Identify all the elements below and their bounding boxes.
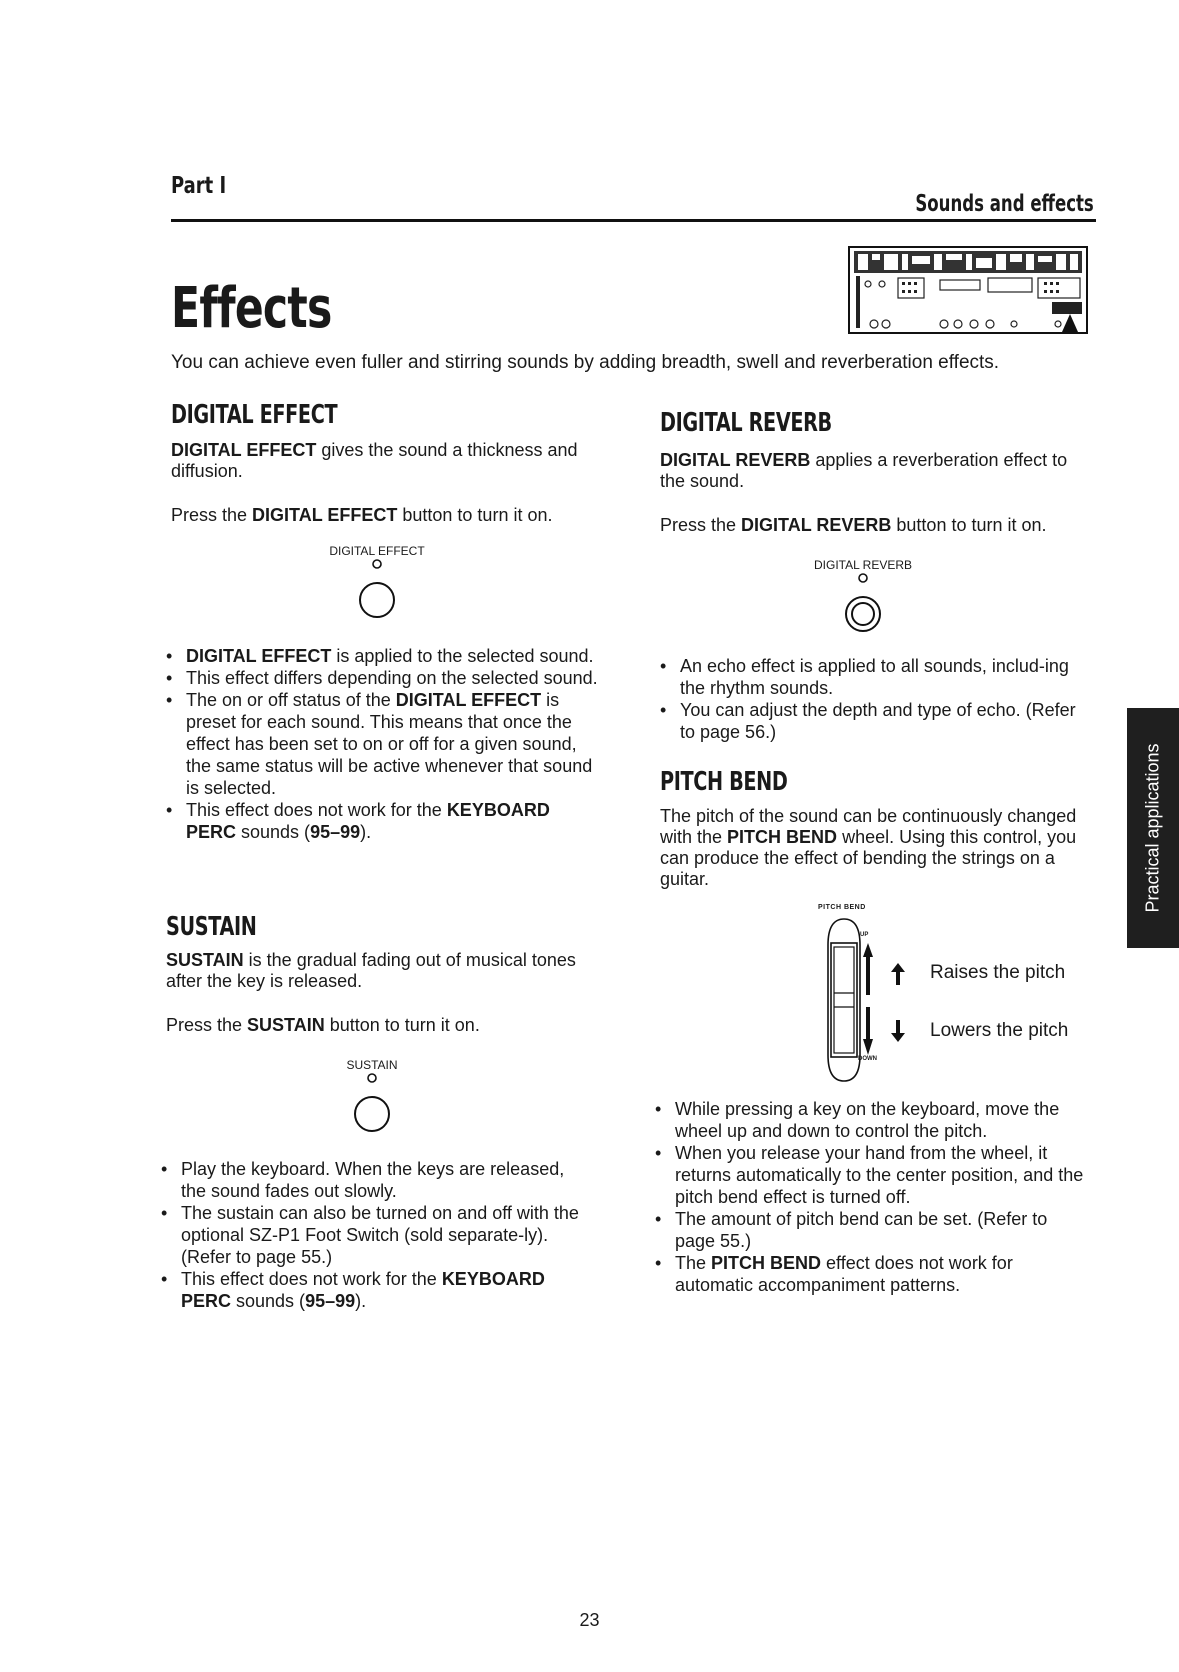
list-item: • An echo effect is applied to all sounds, includ-ing the rhythm sounds. xyxy=(660,655,1092,699)
list-item: • The on or off status of the DIGITAL EFFECT is preset for each sound. This means that once the effect has been set to on or off for a given sound, the same status will be active whenever that sound is selected. xyxy=(166,689,598,799)
digital-reverb-button[interactable] xyxy=(843,572,883,634)
pitch-bend-heading: PITCH BEND xyxy=(660,767,788,797)
digital-effect-instruction: Press the DIGITAL EFFECT button to turn it on. xyxy=(171,505,553,525)
section-label: Sounds and effects xyxy=(915,191,1094,217)
sustain-heading: SUSTAIN xyxy=(166,912,257,942)
digital-reverb-button-label: DIGITAL REVERB xyxy=(813,558,913,572)
lower-arrow-icon xyxy=(890,1019,906,1043)
digital-effect-bullets xyxy=(166,645,598,843)
intro-text: You can achieve even fuller and stirring sounds by adding breadth, swell and reverberation effects. xyxy=(171,352,1000,373)
part-label: Part I xyxy=(171,173,227,199)
digital-effect-description: DIGITAL EFFECT gives the sound a thickness and diffusion. xyxy=(171,440,578,481)
list-item: • While pressing a key on the keyboard, move the wheel up and down to control the pitch. xyxy=(655,1098,1087,1142)
list-item: • The PITCH BEND effect does not work for automatic accompaniment patterns. xyxy=(655,1252,1087,1296)
list-item: • This effect does not work for the KEYBOARD PERC sounds (95–99). xyxy=(161,1268,591,1312)
digital-effect-heading: DIGITAL EFFECT xyxy=(171,400,338,430)
page-number: 23 xyxy=(579,1610,600,1630)
list-item: • DIGITAL EFFECT is applied to the selected sound. xyxy=(166,645,598,667)
side-tab-label: Practical applications xyxy=(1142,743,1163,913)
raise-pitch-label: Raises the pitch xyxy=(930,962,1066,983)
list-item: • You can adjust the depth and type of echo. (Refer to page 56.) xyxy=(660,699,1092,743)
wheel-up-label: UP xyxy=(860,932,869,938)
led-indicator-icon xyxy=(859,574,867,582)
list-item: • Play the keyboard. When the keys are released, the sound fades out slowly. xyxy=(161,1158,591,1202)
side-tab xyxy=(1127,708,1179,948)
led-indicator-icon xyxy=(373,560,381,568)
led-indicator-icon xyxy=(368,1074,376,1082)
digital-reverb-description: DIGITAL REVERB applies a reverberation effect to the sound. xyxy=(660,450,1068,491)
digital-reverb-instruction: Press the DIGITAL REVERB button to turn it on. xyxy=(660,515,1047,535)
pitch-bend-description: The pitch of the sound can be continuously changed with the PITCH BEND wheel. Using this control, you can produce the effect of bending the strings on a guitar. xyxy=(660,806,1077,889)
list-item: • The amount of pitch bend can be set. (Refer to page 55.) xyxy=(655,1208,1087,1252)
sustain-instruction: Press the SUSTAIN button to turn it on. xyxy=(166,1015,480,1035)
pitch-bend-bullets xyxy=(655,1098,1087,1296)
sustain-button[interactable] xyxy=(352,1072,392,1134)
list-item: • This effect differs depending on the selected sound. xyxy=(166,667,598,689)
page-title: Effects xyxy=(171,276,332,341)
down-arrow-icon xyxy=(863,1039,873,1055)
up-arrow-icon xyxy=(863,943,873,957)
raise-arrow-icon xyxy=(890,962,906,986)
sustain-bullets xyxy=(161,1158,591,1312)
digital-effect-button-label: DIGITAL EFFECT xyxy=(329,544,425,558)
lower-pitch-label: Lowers the pitch xyxy=(930,1020,1069,1041)
digital-reverb-heading: DIGITAL REVERB xyxy=(660,408,832,438)
list-item: • This effect does not work for the KEYBOARD PERC sounds (95–99). xyxy=(166,799,598,843)
sustain-description: SUSTAIN is the gradual fading out of musical tones after the key is released. xyxy=(166,950,576,991)
list-item: • The sustain can also be turned on and off with the optional SZ-P1 Foot Switch (sold separate-ly). (Refer to page 55.) xyxy=(161,1202,591,1268)
list-item: • When you release your hand from the wheel, it returns automatically to the center position, and the pitch bend effect is turned off. xyxy=(655,1142,1087,1208)
digital-reverb-bullets xyxy=(660,655,1092,743)
sustain-button-label: SUSTAIN xyxy=(346,1058,398,1072)
control-panel-illustration xyxy=(848,246,1088,334)
digital-effect-button[interactable] xyxy=(357,558,397,620)
wheel-down-label: DOWN xyxy=(858,1056,877,1062)
pitch-bend-wheel-label: PITCH BEND xyxy=(818,904,866,911)
header-rule xyxy=(171,219,1096,222)
